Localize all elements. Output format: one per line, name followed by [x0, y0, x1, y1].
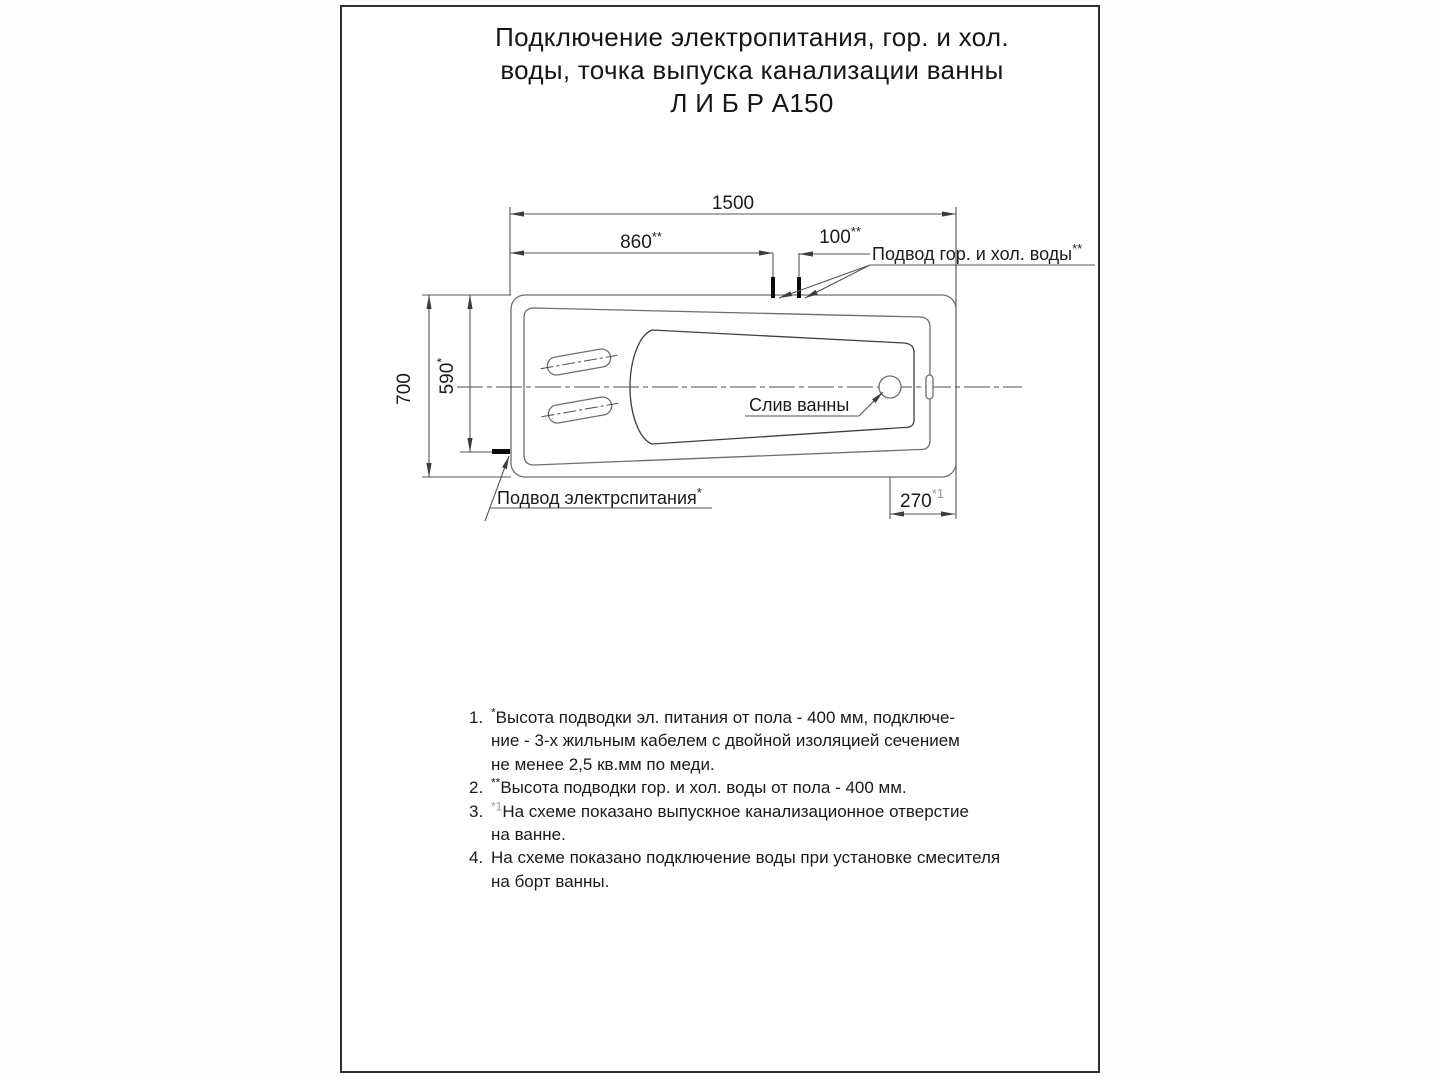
svg-text:100**: 100** [819, 224, 861, 248]
note-line: на ванне. [491, 825, 566, 845]
svg-text:1500: 1500 [711, 193, 755, 214]
dimension-water-offset [510, 229, 773, 256]
dimension-drain-offset [890, 486, 955, 517]
document-page [340, 5, 1100, 1073]
dimension-overall-width [394, 295, 432, 477]
note-line: ние - 3-х жильным кабелем с двойной изоляцией сечением [491, 731, 960, 751]
drain-hole [879, 376, 901, 398]
svg-text:860**: 860** [620, 229, 662, 253]
notes-block [469, 706, 1069, 893]
dimension-water-spacing [799, 224, 870, 257]
dimension-overall-length [510, 193, 956, 217]
label-water-supply [779, 241, 1095, 298]
title-line-1: Подключение электропитания, гор. и хол. [495, 22, 1009, 52]
note-line: на борт ванны. [491, 871, 610, 891]
note-line: 4. На схеме показано подключение воды при установке смесителя [469, 848, 1001, 868]
svg-text:270*1: 270$^{*1}$ [900, 486, 944, 512]
bathtub-outline [457, 277, 1022, 477]
overflow-hole [926, 375, 933, 399]
svg-text:700: 700 [394, 373, 415, 405]
title-line-3: Л И Б Р А150 [670, 88, 834, 118]
svg-text:590*: 590* [434, 357, 458, 395]
water-supply-tick-1 [771, 277, 775, 298]
water-supply-tick-2 [797, 277, 801, 298]
dimension-power-offset [434, 295, 473, 452]
title-line-2: воды, точка выпуска канализации ванны [500, 55, 1004, 85]
note-line: 2. **Высота подводки гор. и хол. воды от пола - 400 мм. [469, 775, 907, 798]
note-line: 3. $^{*1}$На схеме показано выпускное канализационное отверстие [469, 798, 969, 821]
technical-drawing [342, 7, 1098, 1071]
svg-text:Подвод электрспитания*: Подвод электрспитания* [497, 485, 702, 508]
svg-text:Слив ванны: Слив ванны [749, 395, 850, 415]
note-line: не менее 2,5 кв.мм по меди. [491, 754, 715, 774]
power-supply-tick [492, 449, 510, 454]
note-line: 1. *Высота подводки эл. питания от пола - 400 мм, подключе- [469, 705, 956, 727]
svg-text:Подвод гор. и хол. воды**: Подвод гор. и хол. воды** [872, 241, 1083, 264]
